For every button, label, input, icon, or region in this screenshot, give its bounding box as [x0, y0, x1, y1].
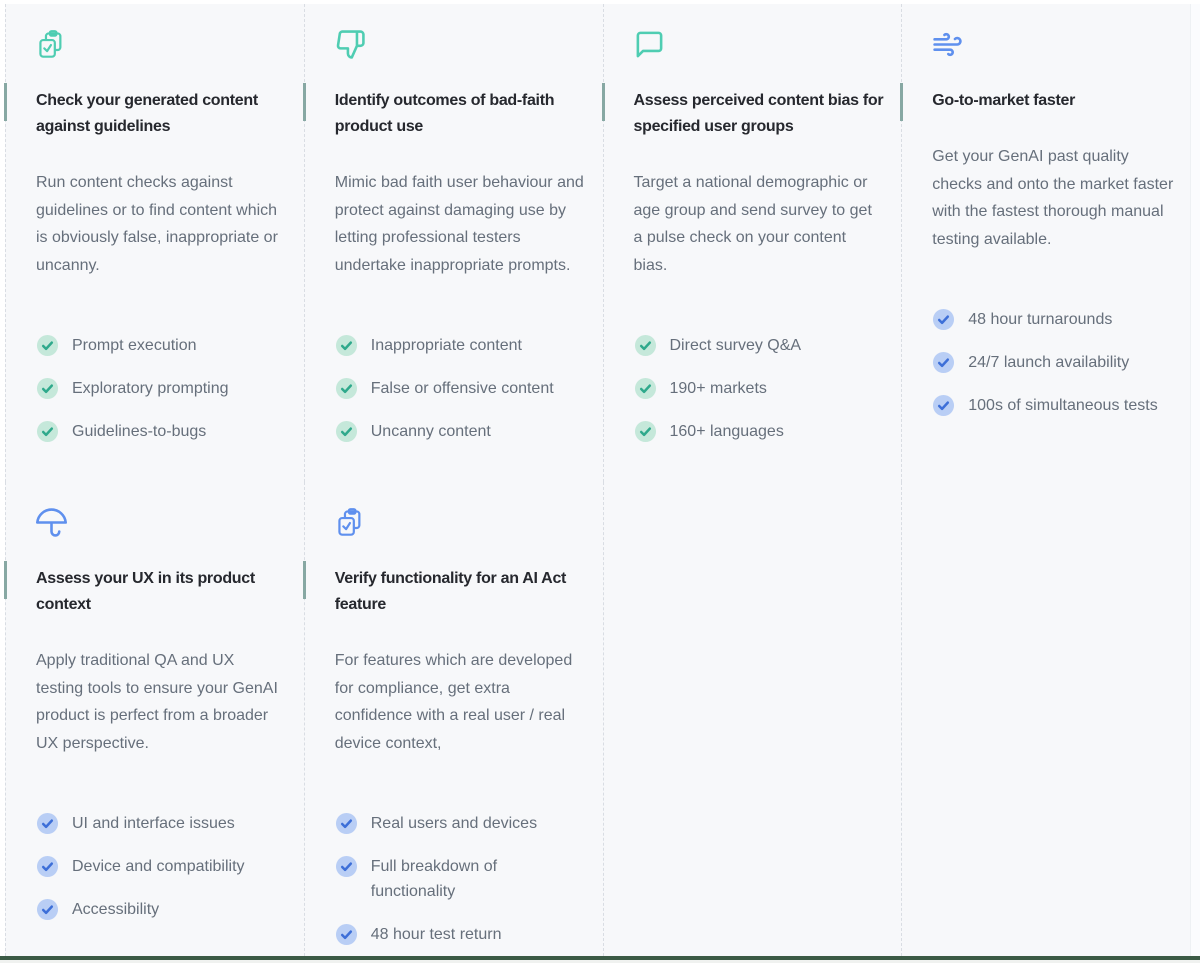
list-item — [335, 922, 585, 947]
list-item-label: Accessibility — [72, 901, 160, 918]
check-icon — [36, 812, 59, 835]
feature-list — [634, 333, 884, 444]
list-item-label: UI and interface issues — [72, 815, 235, 832]
card-title: Go-to-market faster — [932, 92, 1076, 109]
feature-list — [335, 811, 585, 947]
list-item-label: 48 hour turnarounds — [968, 311, 1113, 328]
features-grid — [5, 4, 1200, 956]
clipboard-check-icon — [335, 507, 585, 539]
feature-list — [335, 333, 585, 444]
check-icon — [36, 898, 59, 921]
grid-cell-empty — [603, 482, 902, 956]
card-description: For features which are developed for compliance, get extra confidence with a real user / real device context, — [334, 652, 573, 752]
check-icon — [932, 394, 955, 417]
list-item — [932, 393, 1182, 418]
list-item-label: Inappropriate content — [370, 337, 522, 354]
list-item-label: Guidelines-to-bugs — [72, 423, 207, 440]
list-item — [335, 854, 585, 904]
check-icon — [36, 420, 59, 443]
check-icon — [634, 377, 657, 400]
grid-cell — [603, 4, 902, 482]
clipboard-check-icon — [36, 29, 286, 61]
features-grid-background — [5, 4, 1200, 956]
wind-icon — [932, 29, 1182, 61]
card-description: Get your GenAI past quality checks and onto the market faster with the fastest thorough manual testing available. — [932, 148, 1174, 248]
check-icon — [36, 377, 59, 400]
list-item — [335, 811, 585, 836]
list-item — [335, 376, 585, 401]
speech-bubble-icon — [634, 29, 884, 61]
umbrella-icon — [36, 507, 286, 539]
list-item — [634, 376, 884, 401]
page-right-gutter — [1190, 4, 1200, 956]
list-item-label: False or offensive content — [370, 380, 554, 397]
list-item-label: 160+ languages — [669, 423, 784, 440]
card-title: Assess your UX in its product context — [36, 570, 255, 613]
check-icon — [335, 855, 358, 878]
card-description: Run content checks against guidelines or to find content which is obviously false, inappropriate or uncanny. — [36, 174, 278, 274]
card-title: Identify outcomes of bad-faith product use — [334, 92, 555, 135]
check-icon — [634, 334, 657, 357]
list-item — [932, 307, 1182, 332]
feature-card-go-to-market — [902, 4, 1200, 418]
grid-cell — [5, 482, 304, 956]
list-item — [335, 419, 585, 444]
feature-card-bad-faith — [305, 4, 603, 444]
feature-list — [932, 307, 1182, 418]
grid-cell — [5, 4, 304, 482]
feature-list — [36, 333, 286, 444]
list-item-label: Prompt execution — [72, 337, 197, 354]
list-item — [36, 419, 286, 444]
list-item — [36, 897, 286, 922]
grid-cell — [901, 4, 1200, 482]
card-title: Verify functionality for an AI Act feature — [334, 570, 567, 613]
check-icon — [335, 377, 358, 400]
list-item — [932, 350, 1182, 375]
list-item-label: 190+ markets — [669, 380, 767, 397]
list-item — [36, 376, 286, 401]
thumbs-down-icon — [335, 29, 585, 61]
list-item-label: 24/7 launch availability — [968, 354, 1130, 371]
check-icon — [932, 308, 955, 331]
feature-card-content-bias — [604, 4, 902, 444]
check-icon — [36, 855, 59, 878]
list-item — [36, 333, 286, 358]
list-item — [634, 419, 884, 444]
grid-cell — [304, 4, 603, 482]
list-item-label: Real users and devices — [370, 815, 538, 832]
list-item — [335, 333, 585, 358]
feature-list — [36, 811, 286, 922]
check-icon — [634, 420, 657, 443]
check-icon — [335, 923, 358, 946]
list-item-label: Direct survey Q&A — [669, 337, 802, 354]
grid-cell-empty — [901, 482, 1200, 956]
list-item-label: 48 hour test return — [370, 926, 502, 943]
list-item-label: Device and compatibility — [72, 858, 245, 875]
check-icon — [335, 334, 358, 357]
list-item-label: Uncanny content — [370, 423, 491, 440]
grid-cell — [304, 482, 603, 956]
list-item-label: 100s of simultaneous tests — [968, 397, 1158, 414]
check-icon — [932, 351, 955, 374]
list-item — [36, 854, 286, 879]
check-icon — [36, 334, 59, 357]
list-item-label: Exploratory prompting — [72, 380, 229, 397]
check-icon — [335, 812, 358, 835]
list-item — [36, 811, 286, 836]
card-title: Assess perceived content bias for specified user groups — [633, 92, 884, 135]
list-item — [634, 333, 884, 358]
card-description: Mimic bad faith user behaviour and protect against damaging use by letting professional testers undertake inappropriate prompts. — [334, 174, 584, 274]
feature-card-ai-act — [305, 482, 603, 947]
card-description: Apply traditional QA and UX testing tools to ensure your GenAI product is perfect from a broader UX perspective. — [36, 652, 278, 752]
card-title: Check your generated content against guidelines — [36, 92, 258, 135]
feature-card-ux-context — [6, 482, 304, 922]
card-description: Target a national demographic or age group and send survey to get a pulse check on your content bias. — [633, 174, 872, 274]
feature-card-guidelines — [6, 4, 304, 444]
check-icon — [335, 420, 358, 443]
list-item-label: Full breakdown of functionality — [370, 858, 498, 900]
